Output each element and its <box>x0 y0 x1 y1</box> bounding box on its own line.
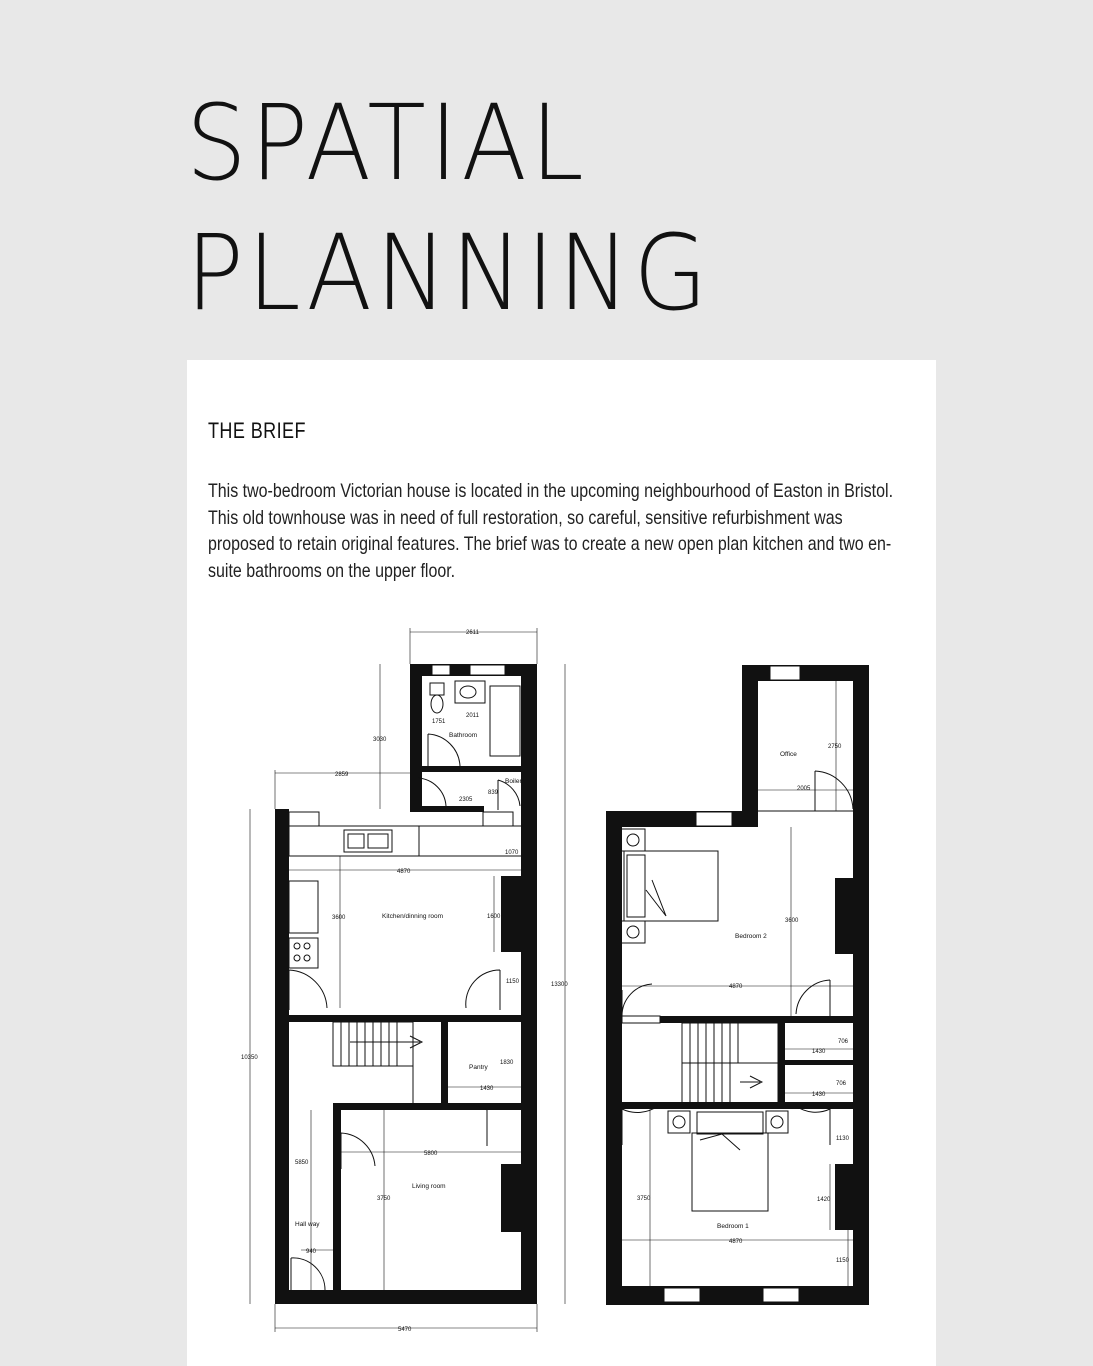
room-label-boiler: Boiler <box>505 778 522 785</box>
dim-label: 706 <box>836 1081 847 1087</box>
dim-label: 1150 <box>836 1258 849 1264</box>
dim-label: 1600 <box>487 914 501 920</box>
dim-label: 3600 <box>332 915 346 921</box>
dim-label: 1420 <box>817 1197 831 1203</box>
brief-heading: THE BRIEF <box>208 418 306 443</box>
room-label-office: Office <box>780 751 797 758</box>
dim-label: 1150 <box>506 979 519 985</box>
dim-label: 2305 <box>459 797 473 803</box>
ground-floor-walls <box>275 664 537 1304</box>
room-label-kitchen: Kitchen/dinning room <box>382 913 444 920</box>
dim-label: 10350 <box>241 1055 258 1061</box>
dim-label: 1430 <box>480 1086 494 1092</box>
brief-text: This two-bedroom Victorian house is located in the upcoming neighbourhood of Easton in Bristol. This old townhouse was in need of full restoration, so careful, sensitive refurbishment was proposed to retain original features. The brief was to create a new open plan kitchen and two en-suite bathrooms on the upper floor. <box>208 480 894 582</box>
dim-label: 1070 <box>505 850 519 856</box>
dim-label: 3600 <box>785 918 799 924</box>
dim-label: 3750 <box>377 1196 391 1202</box>
dim-label: 2011 <box>466 713 479 719</box>
room-label-pantry: Pantry <box>469 1064 488 1071</box>
dim-label: 3750 <box>637 1196 651 1202</box>
dim-label: 2611 <box>466 630 479 636</box>
dim-label: 5470 <box>398 1327 412 1333</box>
dim-label: 1751 <box>432 719 446 725</box>
dim-label: 839 <box>488 790 499 796</box>
dim-label: 2859 <box>335 772 349 778</box>
dim-label: 2750 <box>828 744 842 750</box>
dim-label: 3030 <box>373 737 387 743</box>
dim-label: 1130 <box>836 1136 849 1142</box>
room-label-bathroom: Bathroom <box>449 732 478 739</box>
dim-label: 940 <box>306 1249 317 1255</box>
room-label-bedroom-2: Bedroom 2 <box>735 933 767 940</box>
dim-label: 4870 <box>729 984 743 990</box>
dim-label: 1430 <box>812 1049 826 1055</box>
dim-label: 4870 <box>397 869 411 875</box>
title-line-2: PLANNING <box>186 212 712 334</box>
dim-label: 5850 <box>295 1160 309 1166</box>
room-label-bedroom-1: Bedroom 1 <box>717 1223 749 1230</box>
dim-label: 1830 <box>500 1060 514 1066</box>
dim-label: 706 <box>838 1039 849 1045</box>
room-label-living: Living room <box>412 1183 446 1190</box>
dim-label: 4870 <box>729 1239 743 1245</box>
title-line-1: SPATIAL <box>186 82 588 204</box>
room-label-hallway: Hall way <box>295 1221 320 1228</box>
dim-label: 5800 <box>424 1151 438 1157</box>
dim-label: 1430 <box>812 1092 826 1098</box>
dim-label: 13300 <box>551 982 568 988</box>
dim-label: 2005 <box>797 786 811 792</box>
